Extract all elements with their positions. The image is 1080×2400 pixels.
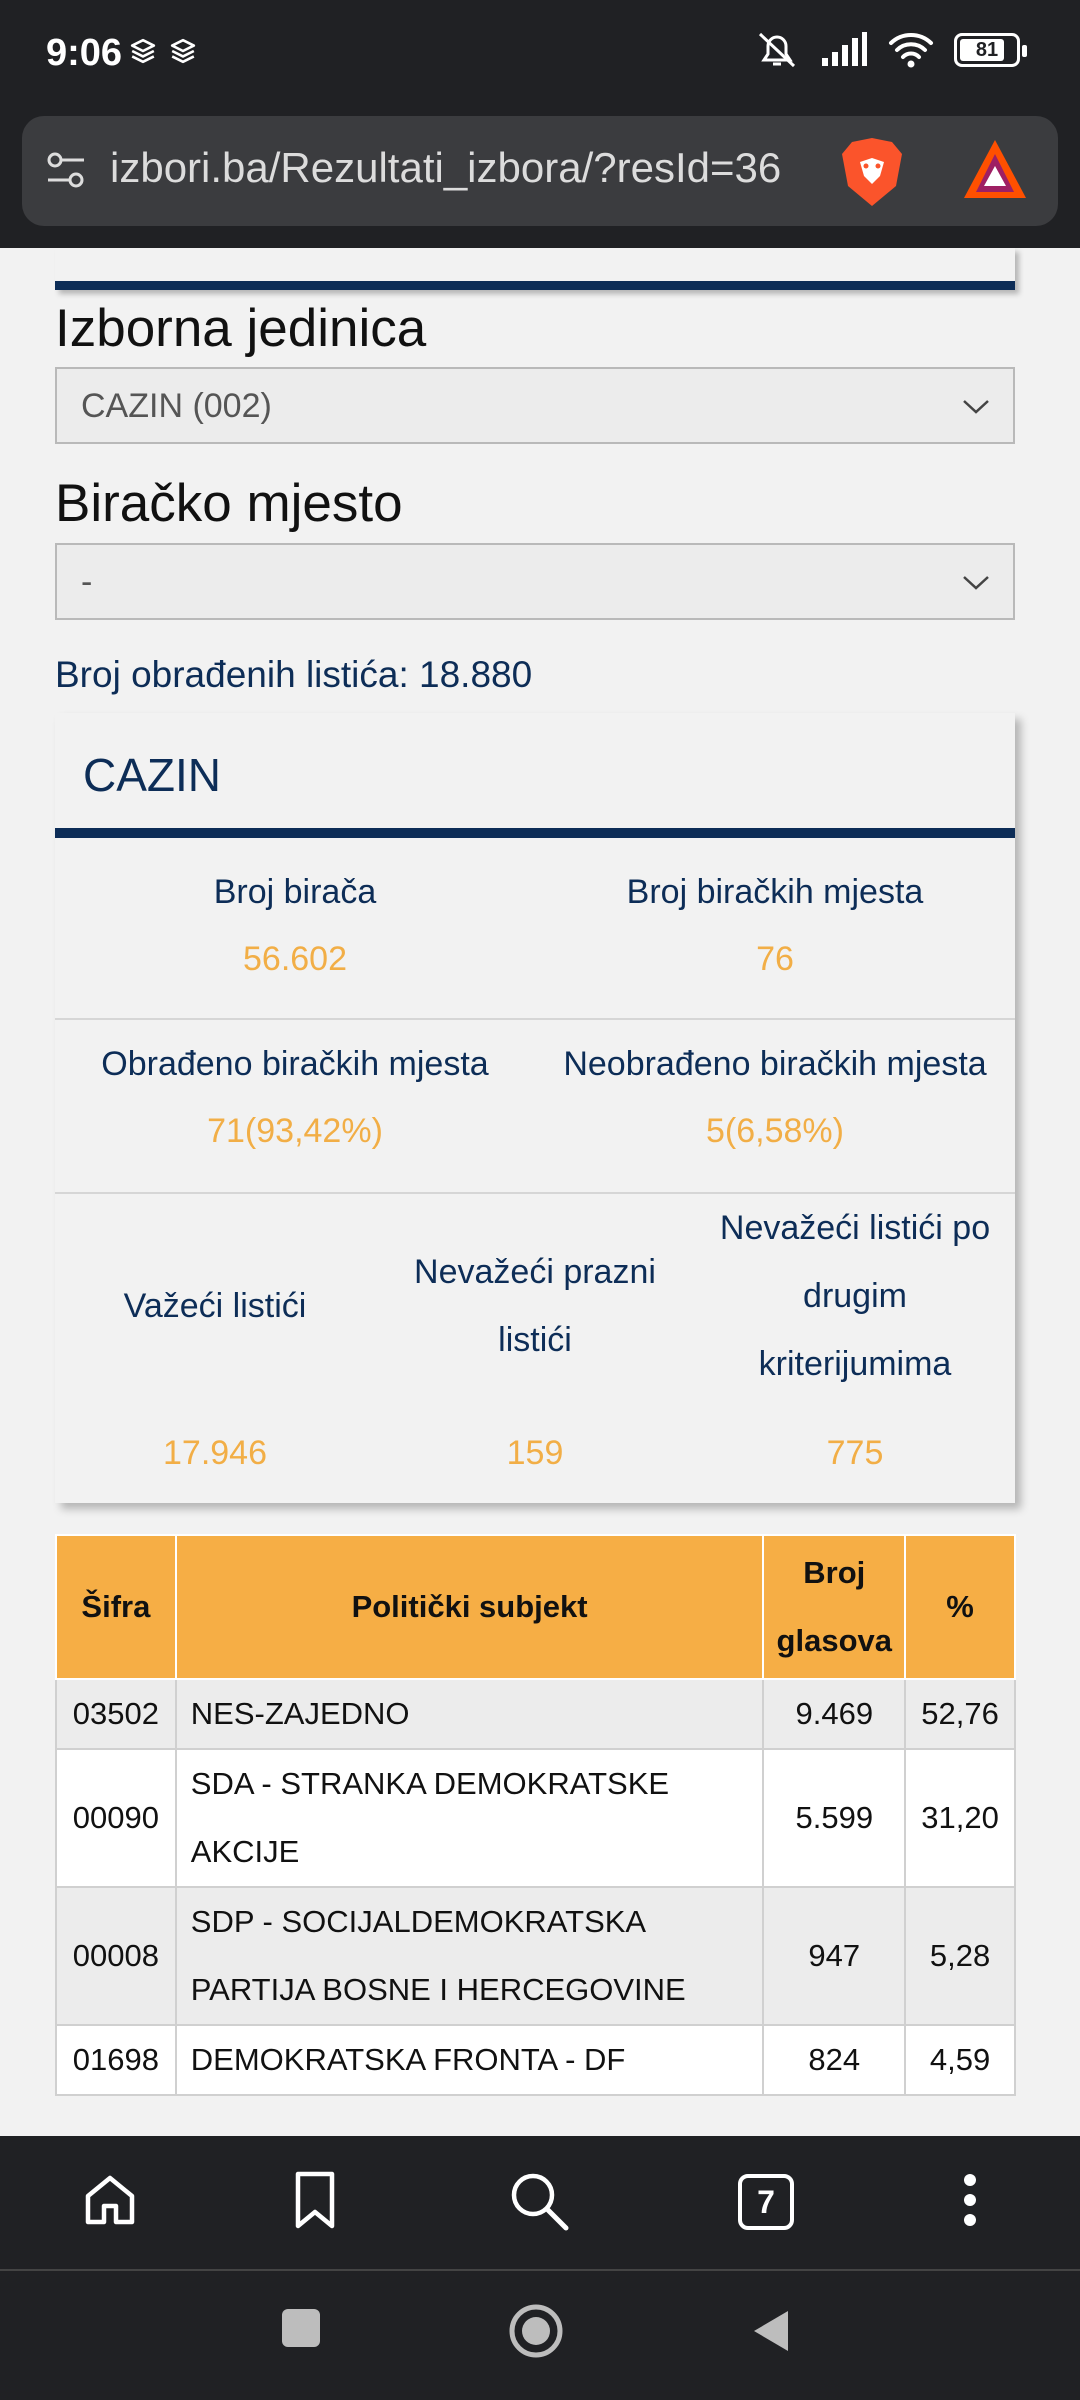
tabs-button[interactable] — [738, 2174, 794, 2230]
blank-ballots-label: Nevažeći prazni — [414, 1253, 656, 1291]
row-votes: 9.469 — [763, 1679, 905, 1749]
results-table — [55, 1534, 1016, 2096]
battery-level: 81 — [975, 38, 999, 61]
blank-ballots-value: 159 — [506, 1434, 564, 1472]
signal-icon — [820, 32, 868, 68]
other-invalid-value: 775 — [826, 1434, 884, 1472]
row-party — [176, 2025, 764, 2095]
row-code: 00090 — [56, 1749, 176, 1887]
wifi-icon — [888, 31, 934, 69]
row-code: 03502 — [56, 1679, 176, 1749]
other-invalid-label: Nevažeći listići po — [719, 1209, 991, 1247]
voters-label: Broj birača — [213, 873, 377, 911]
header-votes-line1: Broj — [803, 1555, 866, 1590]
processed-stations-value: 71(93,42%) — [207, 1112, 383, 1150]
station-select[interactable] — [55, 543, 1015, 620]
url-text[interactable]: izbori.ba/Rezultati_izbora/?resId=36 — [110, 144, 782, 191]
table-row — [56, 1749, 1015, 1887]
previous-card-edge — [55, 248, 1015, 290]
row-party-line1: NES-ZAJEDNO — [190, 1696, 410, 1731]
summary-title: CAZIN — [55, 713, 1015, 838]
row-party-line2: PARTIJA BOSNE I HERCEGOVINE — [190, 1972, 686, 2007]
table-header — [56, 1535, 1015, 1679]
station-label: Biračko mjesto — [55, 474, 403, 533]
browser-toolbar — [0, 2136, 1080, 2271]
row-party — [176, 1679, 764, 1749]
valid-ballots-value: 17.946 — [163, 1434, 267, 1472]
unit-select-value: CAZIN (002) — [81, 387, 272, 425]
row-party-line2: AKCIJE — [190, 1834, 300, 1869]
row-votes: 824 — [763, 2025, 905, 2095]
page-content — [0, 248, 1080, 2136]
summary-card — [55, 713, 1015, 1503]
more-menu-icon[interactable] — [952, 2170, 988, 2230]
tab-count: 7 — [757, 2183, 775, 2220]
row-party — [176, 1749, 764, 1887]
row-percent: 31,20 — [905, 1749, 1015, 1887]
search-icon[interactable] — [508, 2170, 570, 2232]
stations-label: Broj biračkih mjesta — [626, 873, 924, 911]
header-percent[interactable]: % — [905, 1535, 1015, 1679]
row-party-line1: SDP - SOCIJALDEMOKRATSKA — [190, 1904, 647, 1939]
header-votes[interactable] — [763, 1535, 905, 1679]
stations-value: 76 — [756, 940, 794, 978]
back-icon[interactable] — [750, 2307, 792, 2355]
chevron-down-icon — [961, 393, 991, 419]
table-row — [56, 1887, 1015, 2025]
unprocessed-stations-value: 5(6,58%) — [706, 1112, 844, 1150]
station-select-value: - — [81, 563, 93, 601]
valid-ballots-label: Važeći listići — [123, 1287, 307, 1325]
blank-ballots-label-cont: listići — [498, 1321, 572, 1359]
header-code[interactable]: Šifra — [56, 1535, 176, 1679]
row-code: 00008 — [56, 1887, 176, 2025]
layers-icon — [170, 38, 196, 64]
row-code: 01698 — [56, 2025, 176, 2095]
row-votes: 5.599 — [763, 1749, 905, 1887]
recents-icon[interactable] — [280, 2307, 322, 2349]
row-votes: 947 — [763, 1887, 905, 2025]
header-party[interactable]: Politički subjekt — [176, 1535, 764, 1679]
unit-label: Izborna jedinica — [55, 299, 427, 358]
other-invalid-label-cont: kriterijumima — [758, 1345, 952, 1383]
chevron-down-icon — [961, 569, 991, 595]
unprocessed-stations-label: Neobrađeno biračkih mjesta — [563, 1045, 987, 1083]
row-party-line1: SDA - STRANKA DEMOKRATSKE — [190, 1766, 670, 1801]
row-percent: 4,59 — [905, 2025, 1015, 2095]
summary-row — [55, 1194, 1015, 1502]
summary-row — [55, 848, 1015, 1020]
processed-ballots-count: Broj obrađenih listića: 18.880 — [55, 654, 533, 695]
home-icon[interactable] — [80, 2170, 140, 2230]
battery-icon — [954, 33, 1020, 67]
voters-value: 56.602 — [243, 940, 347, 978]
brave-shields-icon[interactable] — [840, 136, 904, 208]
unit-select[interactable] — [55, 367, 1015, 444]
summary-row — [55, 1020, 1015, 1194]
row-percent: 52,76 — [905, 1679, 1015, 1749]
system-nav-bar — [0, 2271, 1080, 2400]
layers-icon — [130, 38, 156, 64]
row-party-line1: DEMOKRATSKA FRONTA - DF — [190, 2042, 626, 2077]
row-party — [176, 1887, 764, 2025]
mute-icon — [754, 30, 800, 70]
bookmark-icon[interactable] — [290, 2170, 340, 2230]
home-circle-icon[interactable] — [508, 2303, 564, 2359]
status-time: 9:06 — [46, 32, 123, 74]
row-percent: 5,28 — [905, 1887, 1015, 2025]
other-invalid-label-cont: drugim — [803, 1277, 907, 1315]
status-bar — [0, 0, 1080, 110]
header-votes-line2: glasova — [776, 1623, 892, 1658]
site-settings-icon[interactable] — [44, 148, 88, 192]
table-row — [56, 1679, 1015, 1749]
address-bar[interactable] — [22, 116, 1058, 226]
browser-bar — [0, 110, 1080, 248]
table-row — [56, 2025, 1015, 2095]
brave-rewards-icon[interactable] — [962, 138, 1028, 200]
processed-stations-label: Obrađeno biračkih mjesta — [101, 1045, 489, 1083]
